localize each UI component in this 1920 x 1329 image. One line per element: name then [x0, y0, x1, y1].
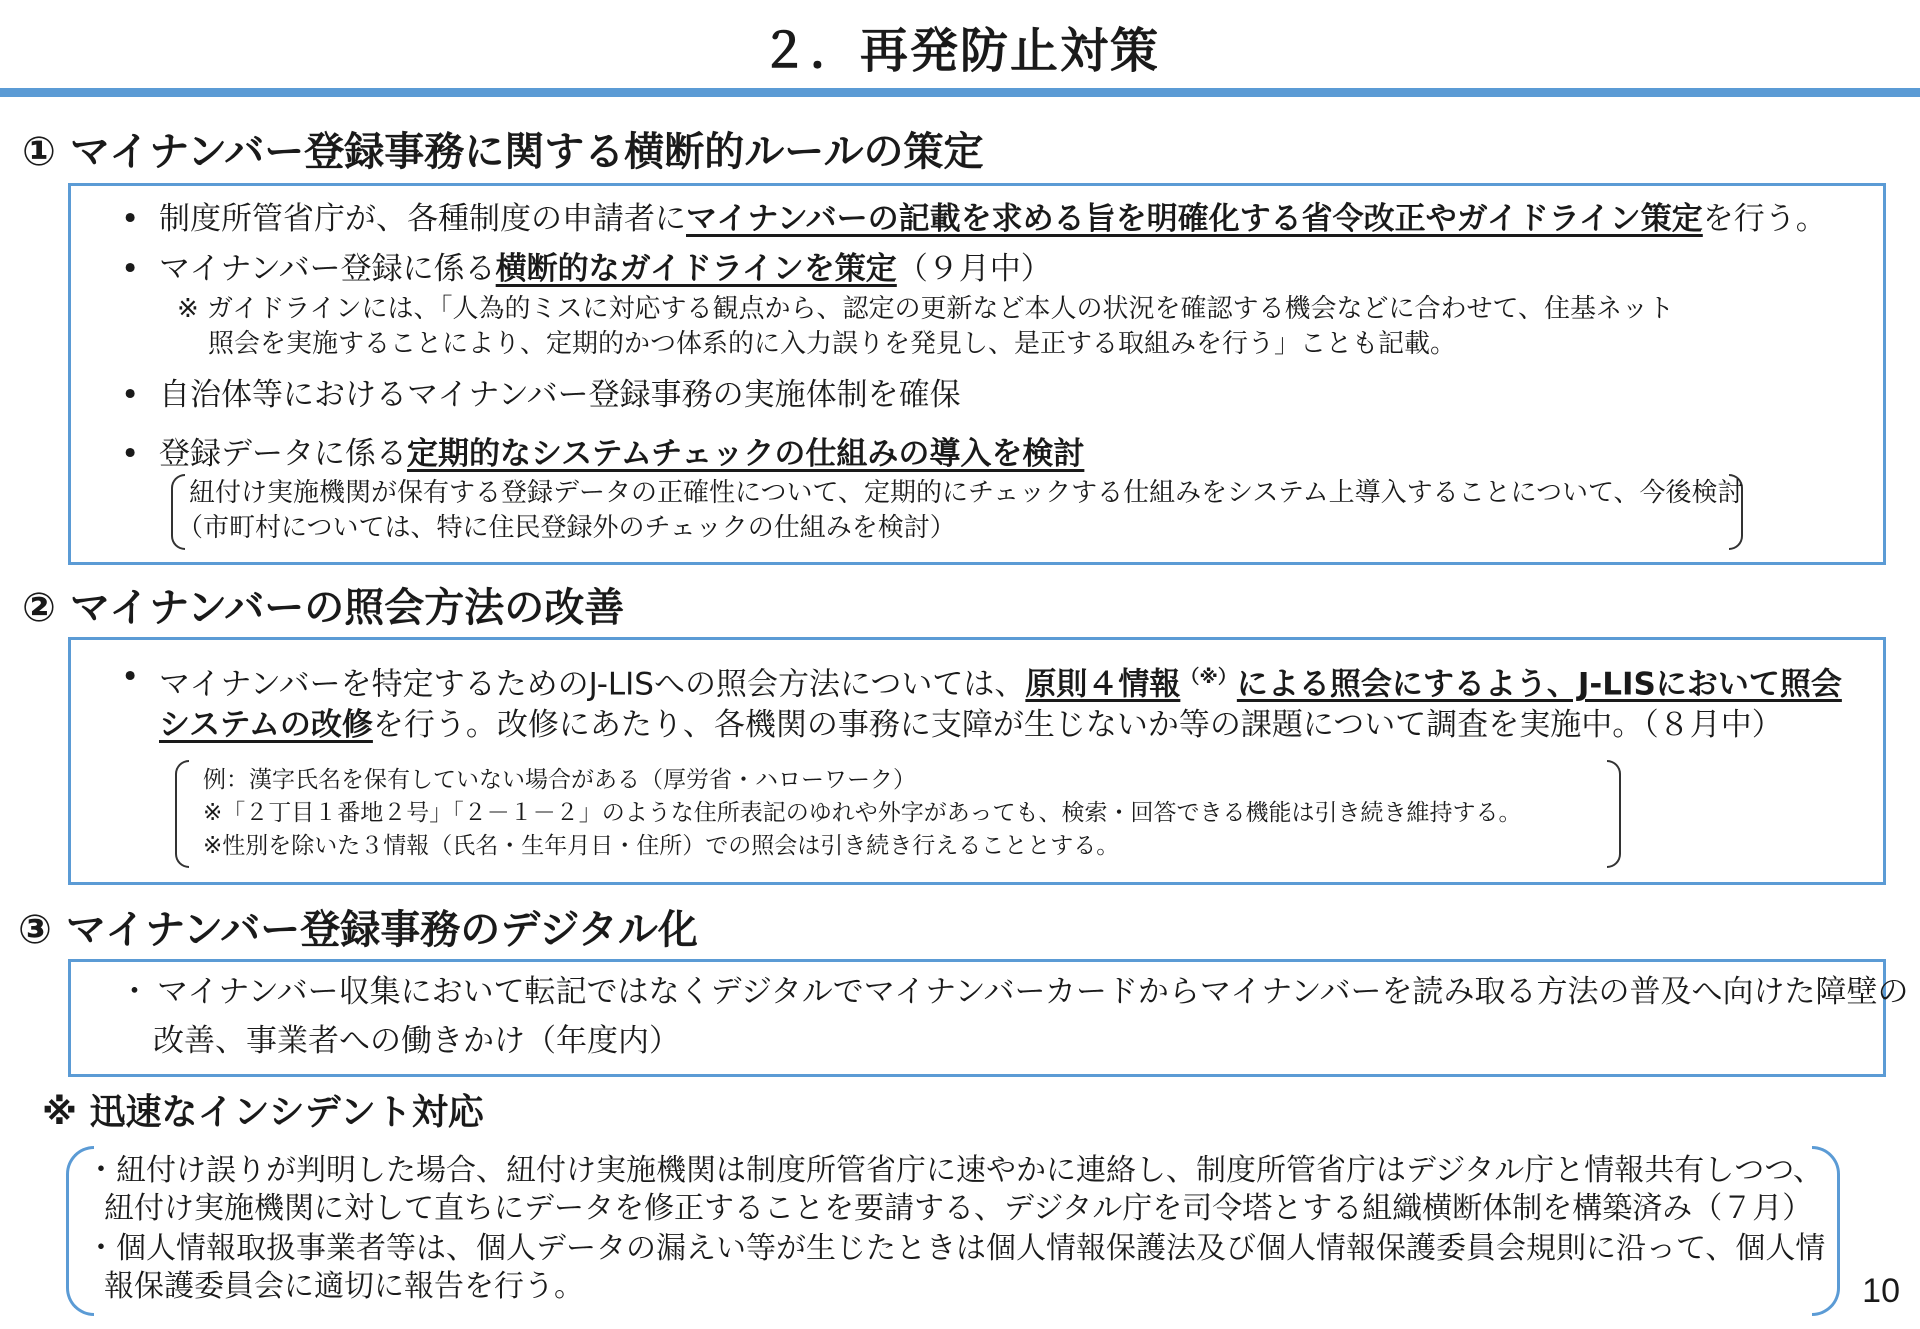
bullet-icon: • [121, 659, 140, 695]
section-1-title: マイナンバー登録事務に関する横断的ルールの策定 [69, 129, 984, 175]
bullet-icon: ・ [119, 974, 150, 1010]
bullet-icon: • [121, 251, 140, 287]
page-title: ２．再発防止対策 [759, 23, 1160, 79]
bullet-emphasis: システムの改修 [159, 707, 373, 743]
bracket-note-line: ※性別を除いた３情報（氏名・生年月日・住所）での照会は引き続き行えることとする。 [203, 833, 1120, 859]
title-divider [0, 88, 1920, 97]
page-number: 10 [1862, 1272, 1900, 1310]
bullet-text: を行う。改修にあたり、各機関の事務に支障が生じないか等の課題について調査を実施中。（８月中） [372, 707, 1783, 743]
bullet-text: 登録データに係る [159, 436, 407, 472]
bullet-icon: • [121, 377, 140, 413]
section-3-title: マイナンバー登録事務のデジタル化 [65, 907, 698, 953]
bullet-emphasis: 横断的なガイドラインを策定 [495, 251, 897, 287]
bullet-text: 自治体等におけるマイナンバー登録事務の実施体制を確保 [159, 377, 961, 413]
section-2-heading [22, 576, 624, 633]
bracket-note-line: （市町村については、特に住民登録外のチェックの仕組みを検討） [177, 513, 956, 543]
incident-box [66, 1146, 1840, 1316]
bullet-emphasis: 定期的なシステムチェックの仕組みの導入を検討 [407, 436, 1085, 472]
bullet-text: 制度所管省庁が、各種制度の申請者に [159, 201, 686, 237]
section-1-bullet-1 [121, 196, 1827, 242]
section-3-bullet-1-continued [153, 1018, 680, 1064]
section-1-box [68, 183, 1886, 565]
section-2-bullet-1 [121, 654, 1842, 707]
section-1-bullet-2 [121, 246, 1052, 292]
section-1-bullet-3 [121, 372, 961, 418]
bullet-emphasis: による照会にするよう、J-LISにおいて照会 [1236, 666, 1842, 703]
bullet-emphasis: 原則４情報 [1025, 666, 1181, 703]
section-1-bullet-2-note-line-2: 照会を実施することにより、定期的かつ体系的に入力誤りを発見し、是正する取組みを行う」ことも記載。 [208, 329, 1457, 359]
section-1-heading [22, 120, 983, 177]
bracket-note-line: ※「２丁目１番地２号」「２－１－２」のような住所表記のゆれや外字があっても、検索・回答できる機能は引き続き維持する。 [203, 800, 1522, 826]
incident-line: ・紐付け誤りが判明した場合、紐付け実施機関は制度所管省庁に速やかに連絡し、制度所管省庁はデジタル庁と情報共有しつつ、 [86, 1153, 1823, 1188]
bracket-note-line: 例：漢字氏名を保有していない場合がある（厚労省・ハローワーク） [203, 767, 916, 793]
incident-line: ・個人情報取扱事業者等は、個人データの漏えい等が生じたときは個人情報保護法及び個人情報保護委員会規則に沿って、個人情 [86, 1231, 1826, 1266]
incident-line: 報保護委員会に適切に報告を行う。 [104, 1269, 584, 1304]
bullet-emphasis: マイナンバーの記載を求める旨を明確化する省令改正やガイドライン策定 [686, 201, 1703, 237]
section-2-bracket-note [175, 760, 1621, 868]
section-3-number: ③ [18, 907, 52, 953]
right-bracket-icon [1607, 760, 1621, 868]
section-1-number: ① [22, 129, 56, 175]
section-3-heading [18, 898, 698, 955]
bullet-text: 改善、事業者への働きかけ（年度内） [153, 1023, 680, 1059]
footnote-marker: （※） [1180, 666, 1237, 688]
section-2-number: ② [22, 585, 56, 631]
left-bracket-icon [175, 760, 189, 868]
section-2-title: マイナンバーの照会方法の改善 [69, 585, 625, 631]
bullet-text: マイナンバー収集において転記ではなくデジタルでマイナンバーカードからマイナンバーを読み取る方法の普及へ向けた障壁の [157, 974, 1909, 1010]
incident-heading: ※ 迅速なインシデント対応 [42, 1092, 484, 1133]
bullet-text: （９月中） [896, 251, 1052, 287]
bullet-text: マイナンバー登録に係る [159, 251, 496, 287]
section-3-box [68, 959, 1909, 1077]
bullet-text: を行う。 [1702, 201, 1827, 237]
incident-line: 紐付け実施機関に対して直ちにデータを修正することを要請する、デジタル庁を司令塔とする組織横断体制を構築済み（７月） [104, 1191, 1813, 1226]
bullet-icon: • [121, 201, 140, 237]
section-3-bullet-1 [119, 969, 1909, 1015]
section-1-bullet-2-note-line-1: ※ ガイドラインには、「人為的ミスに対応する観点から、認定の更新など本人の状況を確認する機会などに合わせて、住基ネット [177, 294, 1674, 324]
bracket-note-line: 紐付け実施機関が保有する登録データの正確性について、定期的にチェックする仕組みをシステム上導入することについて、今後検討 [189, 478, 1744, 508]
section-1-bullet-4 [121, 431, 1085, 477]
bullet-icon: • [121, 436, 140, 472]
bullet-text: マイナンバーを特定するためのJ-LISへの照会方法については、 [159, 666, 1026, 703]
section-2-bullet-1-continued [159, 702, 1783, 748]
section-2-box [68, 637, 1886, 885]
section-1-bracket-note [171, 474, 1743, 550]
